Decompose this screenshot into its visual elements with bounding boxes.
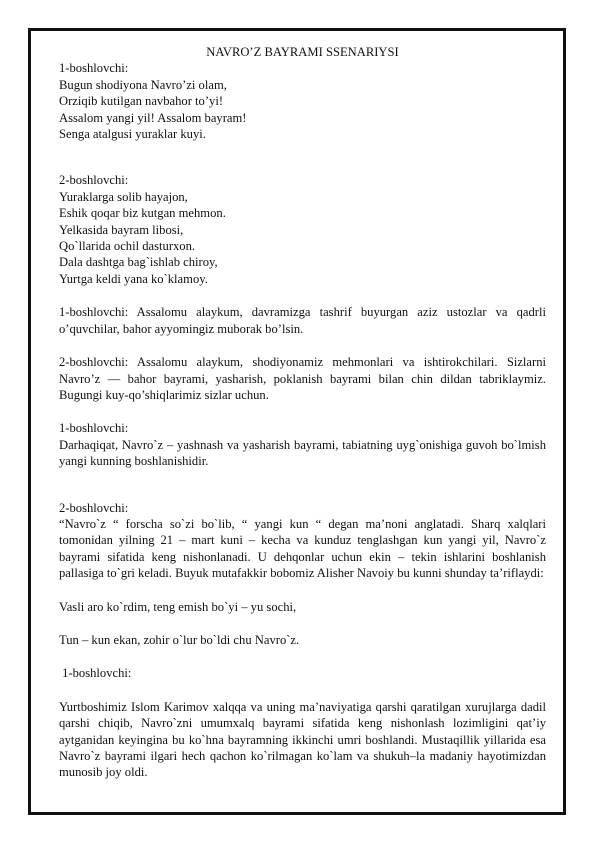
poem-line: Eshik qoqar biz kutgan mehmon. — [59, 206, 226, 221]
speaker-heading: 1-boshlovchi: — [59, 666, 132, 681]
paragraph: 2-boshlovchi: Assalomu alaykum, shodiyonamiz mehmonlari va ishtirokchilari. Sizlarni Navro’z — bahor bayrami, yasharish, poklanish bayrami bilan chin dildan tabriklaymiz. Bugungi kuy-qo’shiqlarimiz sizlar uchun. — [59, 355, 546, 402]
paragraph: “Navro`z “ forscha so`zi bo`lib, “ yangi kun “ degan ma’noni anglatadi. Sharq xalqlari tomonidan yilning 21 – mart kuni – kecha va kunduz tenglashgan kun yangi yil, Navro`z bayrami sifatida keng nishonlanadi. U dehqonlar uchun ekin – tekin ishlarini boshlanish pallasiga to`gri keladi. Buyuk mutafakkir bobomiz Alisher Navoiy bu kunni shunday ta’riflaydi: — [59, 516, 546, 581]
poem-line: Yuraklarga solib hayajon, — [59, 189, 188, 204]
paragraph: 1-boshlovchi: Assalomu alaykum, davramizga tashrif buyurgan aziz ustozlar va qadrli o’quvchilar, bahor ayyomingiz muborak bo’lsin. — [59, 305, 546, 336]
paragraph: Yurtboshimiz Islom Karimov xalqqa va uning ma’naviyatiga qarshi qaratilgan xurujlarga dadil qarshi chiqib, Navro`zni umumxalq bayrami sifatida keng nishonlash lozimligini qat’iy aytganidan keyingina bu ko`hna bayramning ikkinchi umri boshlandi. Mustaqillik yillarida esa Navro`z bayrami ilgari hech qachon ko`rilmagan ko`lam va shukuh–la madaniy hayotimizdan munosib joy oldi. — [59, 699, 546, 780]
speaker-heading: 1-boshlovchi: — [59, 61, 129, 76]
poem-line: Dala dashtga bag`ishlab chiroy, — [59, 255, 218, 270]
speaker-heading: 1-boshlovchi: — [59, 421, 129, 436]
verse-line: Tun – kun ekan, zohir o`lur bo`ldi chu Navro`z. — [59, 632, 300, 647]
poem-line: Senga atalgusi yuraklar kuyi. — [59, 127, 206, 142]
speaker-heading: 2-boshlovchi: — [59, 500, 129, 515]
poem-line: Yurtga keldi yana ko`klamoy. — [59, 271, 208, 286]
poem-line: Yelkasida bayram libosi, — [59, 222, 184, 237]
poem-line: Orziqib kutilgan navbahor to’yi! — [59, 94, 224, 109]
document-body — [59, 44, 546, 781]
document-title: NAVRO’Z BAYRAMI SSENARIYSI — [206, 45, 399, 59]
poem-line: Assalom yangi yil! Assalom bayram! — [59, 110, 247, 125]
poem-line: Qo`llarida ochil dasturxon. — [59, 239, 196, 254]
poem-line: Bugun shodiyona Navro’zi olam, — [59, 77, 227, 92]
paragraph: Darhaqiqat, Navro`z – yashnash va yasharish bayrami, tabiatning uyg`onishiga guvoh bo`lmish yangi kunning boshlanishidir. — [59, 437, 546, 469]
verse-line: Vasli aro ko`rdim, teng emish bo`yi – yu sochi, — [59, 599, 297, 614]
speaker-heading: 2-boshlovchi: — [59, 173, 129, 188]
